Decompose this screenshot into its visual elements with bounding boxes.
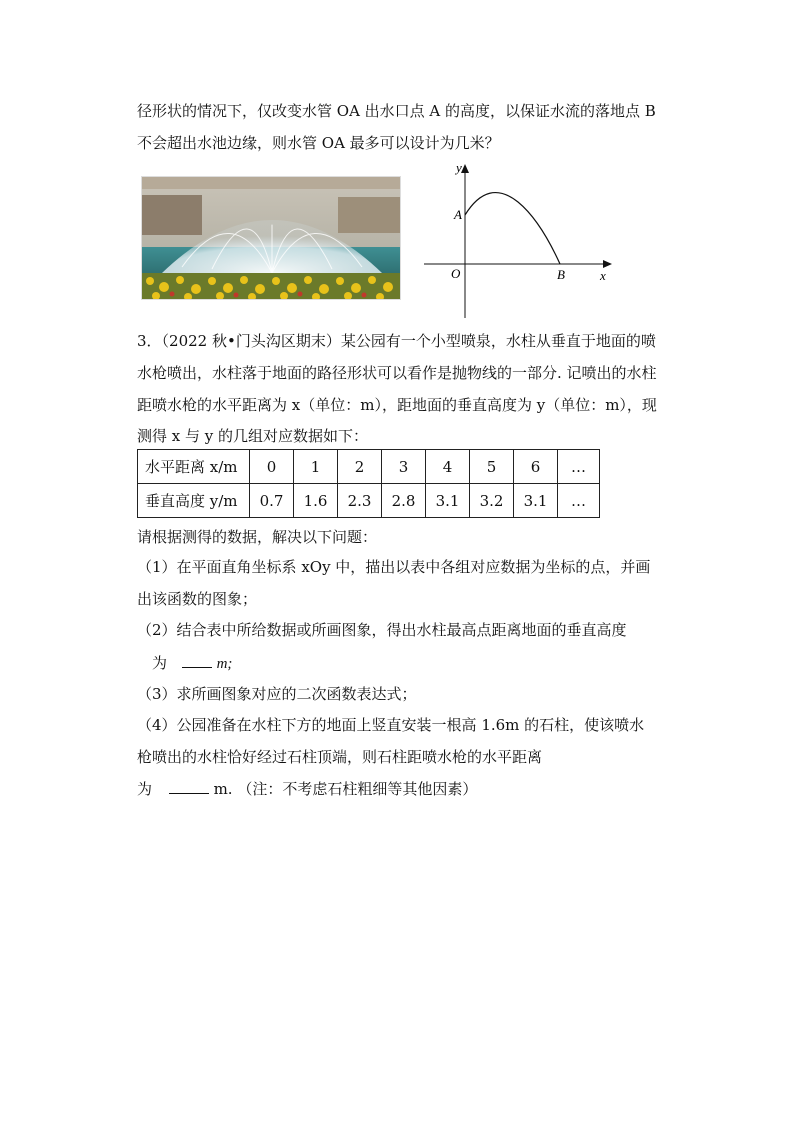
problem2-text-line1: 径形状的情况下，仅改变水管 OA 出水口点 A 的高度，以保证水流的落地点 B bbox=[137, 102, 656, 120]
question2-line2 bbox=[152, 652, 232, 674]
table-cell: 2.8 bbox=[382, 484, 426, 518]
problem2-text-line2: 不会超出水池边缘，则水管 OA 最多可以设计为几米？ bbox=[137, 134, 500, 152]
problem3-line2: 水枪喷出，水柱落于地面的路径形状可以看作是抛物线的一部分. 记喷出的水柱 bbox=[137, 364, 657, 382]
question1-line1: （1）在平面直角坐标系 xOy 中，描出以表中各组对应数据为坐标的点，并画 bbox=[137, 558, 651, 576]
table-row-header: 垂直高度 y/m bbox=[138, 484, 250, 518]
question2-line1: （2）结合表中所给数据或所画图象，得出水柱最高点距离地面的垂直高度 bbox=[137, 621, 627, 639]
table-cell: 3.2 bbox=[470, 484, 514, 518]
table-cell: 0 bbox=[250, 450, 294, 484]
x-axis-arrow-icon bbox=[603, 260, 612, 268]
fountain-photo-illustration bbox=[142, 177, 401, 300]
table-row-header: 水平距离 x/m bbox=[138, 450, 250, 484]
table-row-vertical-height bbox=[138, 484, 600, 518]
table-row-horizontal-distance bbox=[138, 450, 600, 484]
problem3-line4: 测得 x 与 y 的几组对应数据如下： bbox=[137, 427, 369, 445]
table-cell: … bbox=[558, 484, 600, 518]
question2-suffix: m; bbox=[216, 656, 233, 672]
table-cell: 6 bbox=[514, 450, 558, 484]
table-cell: 2.3 bbox=[338, 484, 382, 518]
table-cell: 0.7 bbox=[250, 484, 294, 518]
table-cell: 1.6 bbox=[294, 484, 338, 518]
y-axis-label: y bbox=[456, 160, 462, 175]
table-cell: 1 bbox=[294, 450, 338, 484]
question4-suffix: m. （注：不考虑石柱粗细等其他因素） bbox=[213, 780, 478, 798]
question4-line3 bbox=[137, 778, 477, 799]
problem3-line3: 距喷水枪的水平距离为 x（单位：m），距地面的垂直高度为 y（单位：m），现 bbox=[137, 396, 657, 414]
table-cell: 3.1 bbox=[426, 484, 470, 518]
table-cell: 5 bbox=[470, 450, 514, 484]
table-cell: 2 bbox=[338, 450, 382, 484]
question4-line2: 枪喷出的水柱恰好经过石柱顶端，则石柱距喷水枪的水平距离 bbox=[137, 748, 543, 766]
table-cell: 3 bbox=[382, 450, 426, 484]
question2-answer-blank[interactable] bbox=[182, 652, 212, 668]
question4-line1: （4）公园准备在水柱下方的地面上竖直安装一根高 1.6m 的石柱，使该喷水 bbox=[137, 716, 645, 734]
question4-prefix: 为 bbox=[137, 780, 153, 798]
water-path-curve bbox=[465, 193, 560, 264]
question3-line: （3）求所画图象对应的二次函数表达式； bbox=[137, 685, 417, 703]
question4-answer-blank[interactable] bbox=[169, 778, 209, 794]
question2-prefix: 为 bbox=[152, 654, 168, 672]
problem3-line1: 3．（2022 秋•门头沟区期末）某公园有一个小型喷泉，水柱从垂直于地面的喷 bbox=[137, 332, 656, 350]
point-b-label: B bbox=[557, 267, 565, 282]
parabola-graph bbox=[420, 156, 620, 322]
x-axis-label: x bbox=[600, 268, 606, 283]
data-table bbox=[137, 449, 600, 518]
origin-label: O bbox=[451, 266, 461, 281]
table-cell: 3.1 bbox=[514, 484, 558, 518]
y-axis-arrow-icon bbox=[461, 164, 469, 173]
table-cell: 4 bbox=[426, 450, 470, 484]
instructions-line: 请根据测得的数据，解决以下问题： bbox=[137, 528, 378, 546]
point-a-label: A bbox=[454, 207, 462, 222]
fountain-photo bbox=[141, 176, 401, 300]
question1-line2: 出该函数的图象； bbox=[137, 590, 258, 608]
table-cell: … bbox=[558, 450, 600, 484]
